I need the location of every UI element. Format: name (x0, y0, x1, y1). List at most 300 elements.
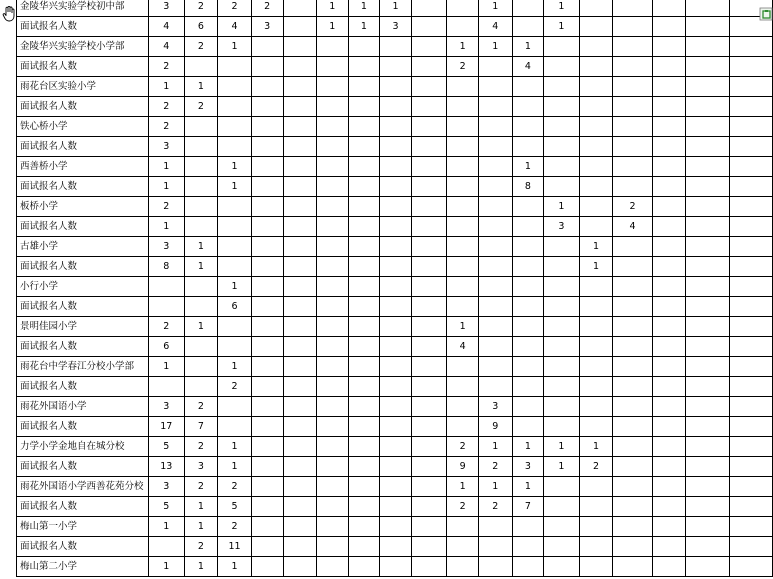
count-cell[interactable] (729, 177, 772, 197)
count-cell[interactable]: 4 (447, 337, 479, 357)
count-cell[interactable] (380, 557, 412, 577)
count-cell[interactable] (686, 37, 729, 57)
count-cell[interactable] (218, 337, 252, 357)
count-cell[interactable] (579, 517, 613, 537)
count-cell[interactable] (411, 237, 446, 257)
count-cell[interactable] (652, 217, 685, 237)
count-cell[interactable] (184, 137, 218, 157)
school-name-cell[interactable]: 面试报名人数 (17, 97, 149, 117)
count-cell[interactable] (478, 57, 512, 77)
count-cell[interactable] (579, 57, 613, 77)
count-cell[interactable] (579, 397, 613, 417)
count-cell[interactable] (729, 97, 772, 117)
count-cell[interactable]: 1 (184, 317, 218, 337)
count-cell[interactable] (218, 57, 252, 77)
count-cell[interactable] (652, 557, 685, 577)
count-cell[interactable] (283, 357, 316, 377)
count-cell[interactable]: 1 (148, 77, 184, 97)
count-cell[interactable] (729, 217, 772, 237)
count-cell[interactable] (652, 17, 685, 37)
count-cell[interactable] (544, 337, 580, 357)
count-cell[interactable] (283, 137, 316, 157)
count-cell[interactable]: 2 (148, 57, 184, 77)
count-cell[interactable] (317, 317, 349, 337)
count-cell[interactable]: 1 (544, 437, 580, 457)
count-cell[interactable]: 4 (148, 17, 184, 37)
count-cell[interactable] (411, 477, 446, 497)
count-cell[interactable] (251, 297, 283, 317)
count-cell[interactable] (613, 297, 652, 317)
count-cell[interactable] (512, 337, 544, 357)
count-cell[interactable] (686, 477, 729, 497)
count-cell[interactable] (283, 317, 316, 337)
count-cell[interactable] (411, 157, 446, 177)
count-cell[interactable] (283, 157, 316, 177)
count-cell[interactable]: 2 (251, 0, 283, 17)
count-cell[interactable]: 1 (579, 237, 613, 257)
count-cell[interactable] (729, 517, 772, 537)
count-cell[interactable] (251, 257, 283, 277)
count-cell[interactable] (380, 317, 412, 337)
count-cell[interactable] (348, 237, 380, 257)
count-cell[interactable] (613, 17, 652, 37)
count-cell[interactable] (512, 217, 544, 237)
count-cell[interactable]: 1 (544, 17, 580, 37)
count-cell[interactable]: 3 (512, 457, 544, 477)
count-cell[interactable] (380, 77, 412, 97)
count-cell[interactable]: 8 (148, 257, 184, 277)
count-cell[interactable] (613, 457, 652, 477)
count-cell[interactable] (544, 377, 580, 397)
count-cell[interactable] (283, 197, 316, 217)
count-cell[interactable]: 1 (184, 557, 218, 577)
count-cell[interactable]: 1 (348, 0, 380, 17)
count-cell[interactable] (283, 257, 316, 277)
count-cell[interactable] (613, 357, 652, 377)
count-cell[interactable]: 2 (218, 377, 252, 397)
count-cell[interactable] (251, 397, 283, 417)
count-cell[interactable] (348, 97, 380, 117)
count-cell[interactable] (512, 277, 544, 297)
count-cell[interactable] (729, 257, 772, 277)
count-cell[interactable] (380, 57, 412, 77)
count-cell[interactable] (317, 297, 349, 317)
count-cell[interactable] (512, 0, 544, 17)
count-cell[interactable]: 1 (447, 477, 479, 497)
count-cell[interactable] (447, 257, 479, 277)
count-cell[interactable]: 2 (579, 457, 613, 477)
count-cell[interactable] (411, 437, 446, 457)
school-name-cell[interactable]: 铁心桥小学 (17, 117, 149, 137)
count-cell[interactable] (512, 117, 544, 137)
count-cell[interactable] (478, 217, 512, 237)
count-cell[interactable] (283, 457, 316, 477)
count-cell[interactable]: 2 (148, 317, 184, 337)
school-name-cell[interactable]: 金陵华兴实验学校初中部 (17, 0, 149, 17)
count-cell[interactable] (283, 297, 316, 317)
count-cell[interactable] (729, 357, 772, 377)
count-cell[interactable] (579, 537, 613, 557)
count-cell[interactable] (251, 357, 283, 377)
count-cell[interactable] (411, 457, 446, 477)
count-cell[interactable] (317, 477, 349, 497)
count-cell[interactable] (729, 417, 772, 437)
count-cell[interactable] (184, 117, 218, 137)
count-cell[interactable]: 1 (184, 497, 218, 517)
school-name-cell[interactable]: 面试报名人数 (17, 537, 149, 557)
count-cell[interactable] (478, 317, 512, 337)
count-cell[interactable] (317, 217, 349, 237)
count-cell[interactable]: 1 (478, 0, 512, 17)
count-cell[interactable] (218, 417, 252, 437)
count-cell[interactable] (613, 237, 652, 257)
count-cell[interactable] (512, 397, 544, 417)
count-cell[interactable]: 3 (478, 397, 512, 417)
count-cell[interactable] (348, 317, 380, 337)
count-cell[interactable] (411, 417, 446, 437)
count-cell[interactable] (317, 77, 349, 97)
count-cell[interactable] (380, 417, 412, 437)
count-cell[interactable] (218, 237, 252, 257)
count-cell[interactable] (283, 117, 316, 137)
count-cell[interactable] (579, 557, 613, 577)
count-cell[interactable] (613, 397, 652, 417)
count-cell[interactable] (613, 0, 652, 17)
count-cell[interactable] (544, 557, 580, 577)
count-cell[interactable] (729, 457, 772, 477)
count-cell[interactable] (317, 497, 349, 517)
count-cell[interactable] (686, 277, 729, 297)
count-cell[interactable] (478, 97, 512, 117)
count-cell[interactable] (317, 417, 349, 437)
count-cell[interactable]: 1 (218, 557, 252, 577)
count-cell[interactable]: 1 (447, 317, 479, 337)
count-cell[interactable]: 1 (218, 357, 252, 377)
count-cell[interactable] (512, 377, 544, 397)
school-name-cell[interactable]: 古雄小学 (17, 237, 149, 257)
count-cell[interactable] (512, 317, 544, 337)
count-cell[interactable]: 1 (544, 197, 580, 217)
count-cell[interactable] (478, 377, 512, 397)
count-cell[interactable] (317, 237, 349, 257)
count-cell[interactable] (283, 377, 316, 397)
count-cell[interactable] (317, 357, 349, 377)
count-cell[interactable] (478, 77, 512, 97)
count-cell[interactable]: 2 (148, 97, 184, 117)
count-cell[interactable] (447, 197, 479, 217)
count-cell[interactable] (579, 197, 613, 217)
count-cell[interactable] (380, 37, 412, 57)
count-cell[interactable] (579, 97, 613, 117)
count-cell[interactable]: 1 (579, 257, 613, 277)
count-cell[interactable] (512, 417, 544, 437)
count-cell[interactable] (579, 37, 613, 57)
count-cell[interactable] (729, 237, 772, 257)
count-cell[interactable]: 1 (218, 177, 252, 197)
count-cell[interactable] (447, 217, 479, 237)
count-cell[interactable] (579, 277, 613, 297)
school-name-cell[interactable]: 板桥小学 (17, 197, 149, 217)
count-cell[interactable] (218, 77, 252, 97)
count-cell[interactable] (652, 177, 685, 197)
count-cell[interactable] (251, 557, 283, 577)
count-cell[interactable] (729, 477, 772, 497)
count-cell[interactable] (686, 217, 729, 237)
count-cell[interactable] (544, 157, 580, 177)
count-cell[interactable] (579, 377, 613, 397)
count-cell[interactable] (447, 377, 479, 397)
count-cell[interactable] (652, 397, 685, 417)
count-cell[interactable] (411, 337, 446, 357)
count-cell[interactable] (283, 237, 316, 257)
count-cell[interactable] (251, 317, 283, 337)
count-cell[interactable] (411, 497, 446, 517)
count-cell[interactable] (411, 317, 446, 337)
count-cell[interactable] (380, 397, 412, 417)
count-cell[interactable] (686, 557, 729, 577)
count-cell[interactable] (579, 357, 613, 377)
count-cell[interactable] (729, 297, 772, 317)
count-cell[interactable]: 2 (447, 437, 479, 457)
school-name-cell[interactable]: 面试报名人数 (17, 17, 149, 37)
count-cell[interactable] (652, 357, 685, 377)
count-cell[interactable] (512, 77, 544, 97)
count-cell[interactable] (348, 397, 380, 417)
count-cell[interactable] (478, 297, 512, 317)
count-cell[interactable] (447, 417, 479, 437)
count-cell[interactable] (544, 517, 580, 537)
count-cell[interactable]: 2 (218, 0, 252, 17)
school-name-cell[interactable]: 面试报名人数 (17, 377, 149, 397)
count-cell[interactable] (348, 557, 380, 577)
count-cell[interactable] (184, 57, 218, 77)
count-cell[interactable] (729, 117, 772, 137)
count-cell[interactable] (251, 177, 283, 197)
count-cell[interactable] (317, 397, 349, 417)
count-cell[interactable]: 2 (218, 477, 252, 497)
count-cell[interactable] (411, 97, 446, 117)
count-cell[interactable] (686, 197, 729, 217)
count-cell[interactable] (478, 537, 512, 557)
count-cell[interactable] (512, 137, 544, 157)
count-cell[interactable] (317, 337, 349, 357)
count-cell[interactable]: 1 (478, 37, 512, 57)
count-cell[interactable] (411, 217, 446, 237)
count-cell[interactable] (613, 477, 652, 497)
count-cell[interactable] (512, 517, 544, 537)
count-cell[interactable] (283, 17, 316, 37)
count-cell[interactable] (218, 257, 252, 277)
count-cell[interactable]: 3 (148, 397, 184, 417)
school-name-cell[interactable]: 面试报名人数 (17, 137, 149, 157)
school-name-cell[interactable]: 梅山第二小学 (17, 557, 149, 577)
count-cell[interactable] (411, 257, 446, 277)
count-cell[interactable] (184, 277, 218, 297)
count-cell[interactable] (544, 77, 580, 97)
count-cell[interactable] (579, 317, 613, 337)
count-cell[interactable] (283, 277, 316, 297)
count-cell[interactable] (380, 197, 412, 217)
count-cell[interactable] (251, 337, 283, 357)
count-cell[interactable]: 1 (218, 157, 252, 177)
count-cell[interactable] (512, 257, 544, 277)
count-cell[interactable] (613, 257, 652, 277)
count-cell[interactable] (348, 337, 380, 357)
count-cell[interactable] (686, 17, 729, 37)
count-cell[interactable] (348, 137, 380, 157)
count-cell[interactable] (447, 17, 479, 37)
count-cell[interactable] (348, 117, 380, 137)
count-cell[interactable] (251, 437, 283, 457)
count-cell[interactable]: 3 (380, 17, 412, 37)
count-cell[interactable] (478, 237, 512, 257)
count-cell[interactable] (613, 537, 652, 557)
count-cell[interactable] (283, 217, 316, 237)
count-cell[interactable] (579, 497, 613, 517)
count-cell[interactable] (283, 477, 316, 497)
count-cell[interactable] (283, 57, 316, 77)
count-cell[interactable] (317, 57, 349, 77)
count-cell[interactable] (652, 477, 685, 497)
count-cell[interactable] (447, 517, 479, 537)
count-cell[interactable] (652, 377, 685, 397)
count-cell[interactable] (283, 417, 316, 437)
count-cell[interactable] (686, 157, 729, 177)
count-cell[interactable] (544, 137, 580, 157)
count-cell[interactable]: 1 (184, 237, 218, 257)
count-cell[interactable] (579, 117, 613, 137)
count-cell[interactable] (544, 317, 580, 337)
count-cell[interactable] (348, 277, 380, 297)
count-cell[interactable] (317, 157, 349, 177)
count-cell[interactable] (447, 117, 479, 137)
count-cell[interactable] (348, 537, 380, 557)
count-cell[interactable] (579, 217, 613, 237)
count-cell[interactable] (251, 417, 283, 437)
count-cell[interactable] (317, 517, 349, 537)
count-cell[interactable] (380, 337, 412, 357)
count-cell[interactable] (544, 497, 580, 517)
count-cell[interactable] (544, 277, 580, 297)
count-cell[interactable] (652, 417, 685, 437)
count-cell[interactable] (613, 277, 652, 297)
count-cell[interactable] (411, 557, 446, 577)
count-cell[interactable]: 2 (184, 477, 218, 497)
count-cell[interactable] (380, 277, 412, 297)
count-cell[interactable] (512, 17, 544, 37)
count-cell[interactable]: 1 (184, 257, 218, 277)
count-cell[interactable] (613, 117, 652, 137)
count-cell[interactable] (652, 437, 685, 457)
count-cell[interactable] (317, 137, 349, 157)
count-cell[interactable]: 9 (478, 417, 512, 437)
count-cell[interactable] (478, 277, 512, 297)
count-cell[interactable] (251, 377, 283, 397)
count-cell[interactable] (348, 297, 380, 317)
school-name-cell[interactable]: 面试报名人数 (17, 297, 149, 317)
count-cell[interactable] (579, 337, 613, 357)
count-cell[interactable] (283, 177, 316, 197)
count-cell[interactable]: 1 (148, 177, 184, 197)
count-cell[interactable]: 8 (512, 177, 544, 197)
count-cell[interactable] (544, 37, 580, 57)
count-cell[interactable] (579, 177, 613, 197)
count-cell[interactable] (148, 537, 184, 557)
count-cell[interactable] (317, 257, 349, 277)
count-cell[interactable] (613, 497, 652, 517)
count-cell[interactable]: 2 (148, 197, 184, 217)
school-name-cell[interactable]: 景明佳园小学 (17, 317, 149, 337)
count-cell[interactable] (184, 217, 218, 237)
count-cell[interactable] (512, 237, 544, 257)
count-cell[interactable] (579, 0, 613, 17)
count-cell[interactable]: 1 (148, 217, 184, 237)
count-cell[interactable] (184, 197, 218, 217)
count-cell[interactable] (317, 457, 349, 477)
count-cell[interactable] (686, 497, 729, 517)
count-cell[interactable] (652, 257, 685, 277)
count-cell[interactable] (686, 517, 729, 537)
count-cell[interactable]: 1 (184, 77, 218, 97)
count-cell[interactable] (411, 0, 446, 17)
count-cell[interactable] (652, 537, 685, 557)
count-cell[interactable] (251, 217, 283, 237)
count-cell[interactable] (478, 197, 512, 217)
count-cell[interactable] (729, 197, 772, 217)
count-cell[interactable] (652, 117, 685, 137)
count-cell[interactable] (251, 157, 283, 177)
count-cell[interactable] (512, 197, 544, 217)
count-cell[interactable] (317, 537, 349, 557)
count-cell[interactable] (544, 177, 580, 197)
count-cell[interactable] (652, 457, 685, 477)
count-cell[interactable] (478, 117, 512, 137)
count-cell[interactable] (283, 497, 316, 517)
count-cell[interactable] (478, 517, 512, 537)
count-cell[interactable] (380, 157, 412, 177)
count-cell[interactable] (348, 457, 380, 477)
count-cell[interactable]: 5 (148, 497, 184, 517)
count-cell[interactable] (380, 477, 412, 497)
count-cell[interactable] (348, 197, 380, 217)
count-cell[interactable] (380, 257, 412, 277)
count-cell[interactable] (512, 557, 544, 577)
count-cell[interactable] (613, 377, 652, 397)
count-cell[interactable] (447, 557, 479, 577)
count-cell[interactable] (729, 317, 772, 337)
count-cell[interactable] (652, 0, 685, 17)
count-cell[interactable] (613, 97, 652, 117)
count-cell[interactable]: 4 (613, 217, 652, 237)
count-cell[interactable] (729, 537, 772, 557)
count-cell[interactable] (544, 417, 580, 437)
count-cell[interactable] (251, 57, 283, 77)
count-cell[interactable] (579, 17, 613, 37)
count-cell[interactable] (686, 0, 729, 17)
count-cell[interactable] (652, 277, 685, 297)
count-cell[interactable]: 5 (148, 437, 184, 457)
count-cell[interactable] (652, 37, 685, 57)
count-cell[interactable] (447, 77, 479, 97)
count-cell[interactable] (544, 477, 580, 497)
count-cell[interactable] (686, 117, 729, 137)
count-cell[interactable] (729, 397, 772, 417)
count-cell[interactable]: 1 (512, 477, 544, 497)
count-cell[interactable] (411, 137, 446, 157)
count-cell[interactable]: 1 (148, 357, 184, 377)
count-cell[interactable] (686, 137, 729, 157)
count-cell[interactable] (478, 177, 512, 197)
